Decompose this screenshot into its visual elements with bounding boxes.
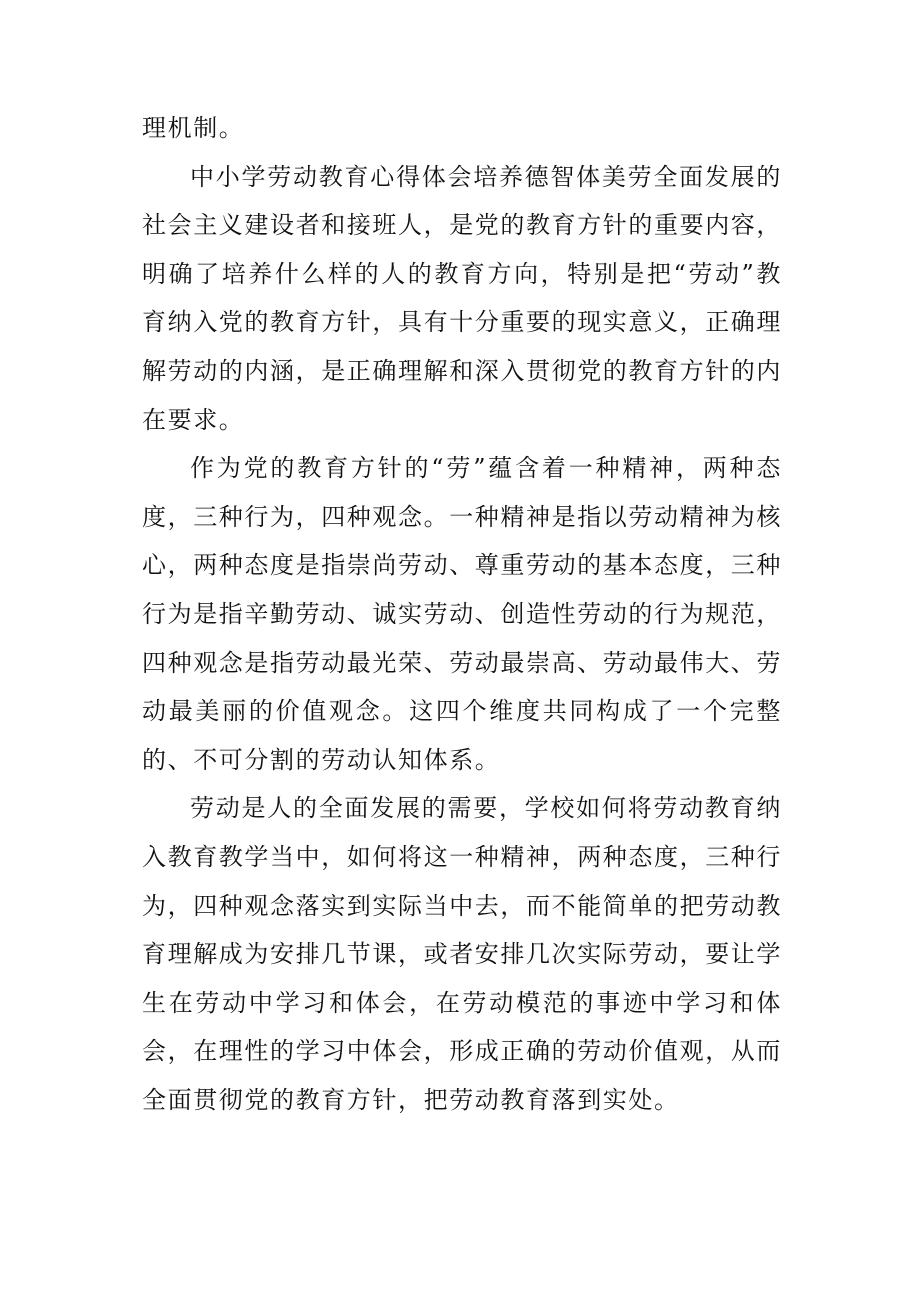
paragraph-implementation: 劳动是人的全面发展的需要，学校如何将劳动教育纳入教育教学当中，如何将这一种精神，两种态度，三种行为，四种观念落实到实际当中去，而不能简单的把劳动教育理解成为安排几节课，或者安排几次实际劳动，要让学生在劳动中学习和体会，在劳动模范的事迹中学习和体会，在理性的学习中体会，形成正确的劳动价值观，从而全面贯彻党的教育方针，把劳动教育落到实处。: [142, 794, 782, 1114]
paragraph-continuation: 理机制。: [142, 114, 245, 142]
paragraph-intro: 中小学劳动教育心得体会培养德智体美劳全面发展的社会主义建设者和接班人，是党的教育方针的重要内容，明确了培养什么样的人的教育方向，特别是把“劳动”教育纳入党的教育方针，具有十分重要的现实意义，正确理解劳动的内涵，是正确理解和深入贯彻党的教育方针的内在要求。: [142, 162, 782, 434]
document-body: [142, 104, 782, 1124]
paragraph-labor-concept: 作为党的教育方针的“劳”蕴含着一种精神，两种态度，三种行为，四种观念。一种精神是指以劳动精神为核心，两种态度是指崇尚劳动、尊重劳动的基本态度，三种行为是指辛勤劳动、诚实劳动、创造性劳动的行为规范，四种观念是指劳动最光荣、劳动最崇高、劳动最伟大、劳动最美丽的价值观念。这四个维度共同构成了一个完整的、不可分割的劳动认知体系。: [142, 454, 782, 774]
